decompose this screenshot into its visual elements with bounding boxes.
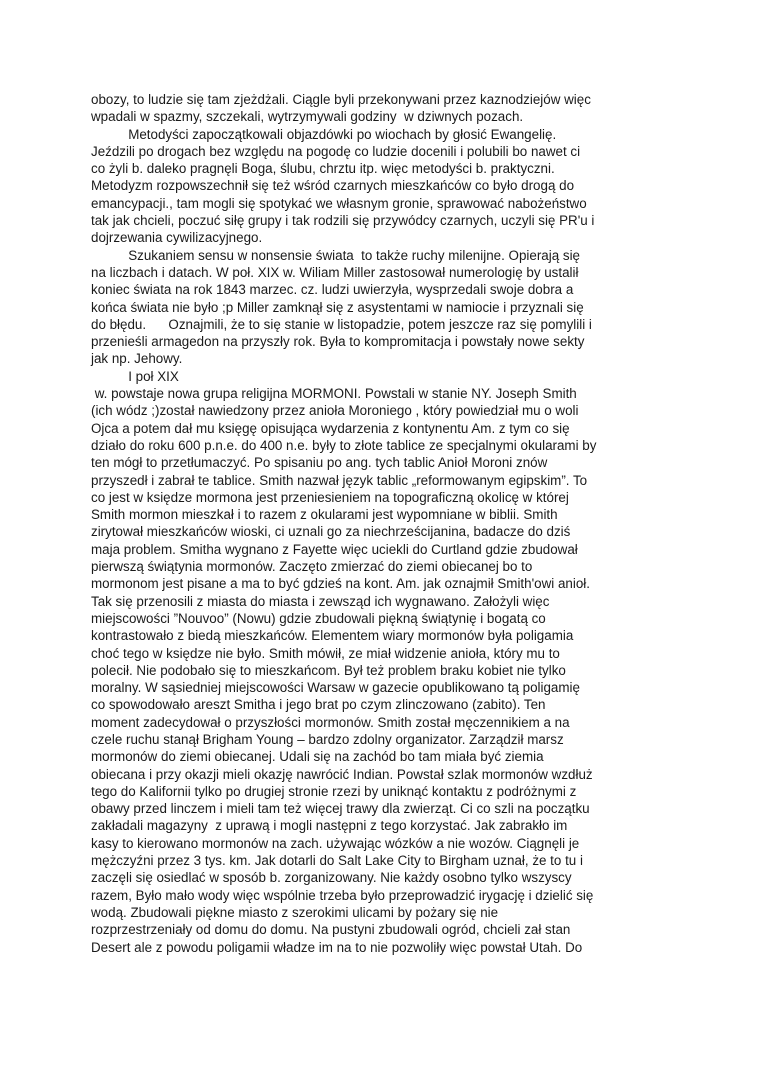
text-line-14: do błędu. Oznajmili, że to się stanie w listopadzie, potem jeszcze raz się pomylili i <box>91 316 592 332</box>
document-page <box>91 91 681 956</box>
text-line-13: końca świata nie było ;p Miller zamknął się z asystentami w namiocie i przyznali się <box>91 299 584 315</box>
text-line-3: Metodyści zapoczątkowali objazdówki po wiochach by głosić Ewangelię. <box>91 126 557 142</box>
text-line-8: tak jak chcieli, poczuć siłę grupy i tak rodzili się przywódcy czarnych, uczyli się PR'u i <box>91 213 595 229</box>
text-line-37: moment zadecydował o przyszłości mormonów. Smith został męczennikiem a na <box>91 714 570 730</box>
text-line-32: kontrastowało z biedą mieszkańców. Elementem wiary mormonów była poligamia <box>91 628 574 644</box>
text-line-45: mężczyźni przez 3 tys. km. Jak dotarli do Salt Lake City to Birgham uznał, że to tu i <box>91 853 583 869</box>
text-line-4: Jeździli po drogach bez względu na pogodę co ludzie docenili i polubili bo nawet ci <box>91 143 581 159</box>
text-line-20: Ojca a potem dał mu księgę opisująca wydarzenia z kontynentu Am. z tym co się <box>91 420 570 436</box>
text-line-30: Tak się przenosili z miasta do miasta i zewsząd ich wygnawano. Założyli więc <box>91 593 550 609</box>
text-line-46: zaczęli się osiedlać w sposób b. zorganizowany. Nie każdy osobno tylko wszyscy <box>91 870 572 886</box>
text-line-40: obiecana i przy okazji mieli okazję nawrócić Indian. Powstał szlak mormonów wzdłuż <box>91 766 593 782</box>
text-line-27: maja problem. Smitha wygnano z Fayette więc uciekli do Curtland gdzie zbudował <box>91 541 578 557</box>
text-line-25: Smith mormon mieszkał i to razem z okularami jest wypomniane w biblii. Smith <box>91 507 558 523</box>
text-line-33: choć tego w księdze nie było. Smith mówił, ze miał widzenie anioła, który mu to <box>91 645 560 661</box>
text-line-5: co żyli b. daleko pragnęli Boga, ślubu, chrztu itp. więc metodyści b. praktyczni. <box>91 161 555 177</box>
text-line-38: czele ruchu stanął Brigham Young – bardzo zdolny organizator. Zarządził marsz <box>91 731 564 747</box>
text-line-39: mormonów do ziemi obiecanej. Udali się na zachód bo tam miała być ziemia <box>91 749 544 765</box>
text-line-36: co spowodowało areszt Smitha i jego brat po czym zlinczowano (zabito). Ten <box>91 697 546 713</box>
text-line-41: tego do Kalifornii tylko po drugiej stronie rzezi by uniknąć kontaktu z podróżnymi z <box>91 783 577 799</box>
text-line-6: Metodyzm rozpowszechnił się też wśród czarnych mieszkańców co było drogą do <box>91 178 575 194</box>
text-line-28: pierwszą świątynia mormonów. Zaczęto zmierzać do ziemi obiecanej bo to <box>91 559 533 575</box>
text-line-19: (ich wódz ;)został nawiedzony przez anioła Moroniego , który powiedział mu o woli <box>91 403 579 419</box>
text-line-26: zirytował mieszkańców wioski, ci uznali go za niechrześcijanina, badacze do dziś <box>91 524 571 540</box>
text-line-42: obawy przed linczem i mieli tam też więcej trawy dla zwierząt. Ci co szli na początku <box>91 801 590 817</box>
text-line-16: jak np. Jehowy. <box>91 351 183 367</box>
text-line-29: mormonom jest pisane a ma to być gdzieś na kont. Am. jak oznajmił Smith'owi anioł. <box>91 576 590 592</box>
text-line-11: na liczbach i datach. W poł. XIX w. Wiliam Miller zastosował numerologię by ustalił <box>91 264 579 280</box>
text-line-34: polecił. Nie podobało się to mieszkańcom. Był też problem braku kobiet nie tylko <box>91 662 566 678</box>
text-line-7: emancypacji., tam mogli się spotykać we własnym gronie, sprawować nabożeństwo <box>91 195 587 211</box>
text-line-31: miejscowości ”Nouvoo” (Nowu) gdzie zbudowali piękną świątynię i bogatą co <box>91 610 546 626</box>
text-line-49: rozprzestrzeniały od domu do domu. Na pustyni zbudowali ogród, chcieli zał stan <box>91 922 571 938</box>
text-line-50: Desert ale z powodu poligamii władze im na to nie pozwoliły więc powstał Utah. Do <box>91 939 583 955</box>
text-line-44: kasy to kierowano mormonów na zach. używając wózków a nie wozów. Ciągnęli je <box>91 835 580 851</box>
text-line-18: w. powstaje nowa grupa religijna MORMONI. Powstali w stanie NY. Joseph Smith <box>91 386 577 402</box>
text-line-23: przyszedł i zabrał te tablice. Smith nazwał język tablic „reformowanym egipskim”. To <box>91 472 588 488</box>
text-line-24: co jest w księdze mormona jest przeniesieniem na topograficzną okolicę w której <box>91 489 569 505</box>
text-line-9: dojrzewania cywilizacyjnego. <box>91 230 263 246</box>
text-line-10: Szukaniem sensu w nonsensie świata to także ruchy milenijne. Opierają się <box>91 247 580 263</box>
text-line-47: razem, Było mało wody więc wspólnie trzeba było przeprowadzić irygację i dzielić się <box>91 887 594 903</box>
text-line-43: zakładali magazyny z uprawą i mogli następni z tego korzystać. Jak zabrakło im <box>91 818 568 834</box>
text-line-35: moralny. W sąsiedniej miejscowości Warsaw w gazecie opublikowano tą poligamię <box>91 680 580 696</box>
text-line-15: przenieśli armagedon na przyszły rok. Była to kompromitacja i powstały nowe sekty <box>91 334 585 350</box>
text-line-21: działo do roku 600 p.n.e. do 400 n.e. były to złote tablice ze specjalnymi okularami by <box>91 437 597 453</box>
text-line-12: koniec świata na rok 1843 marzec. cz. ludzi uwierzyła, wysprzedali swoje dobra a <box>91 282 574 298</box>
text-line-17: I poł XIX <box>91 368 179 384</box>
text-line-2: wpadali w spazmy, szczekali, wytrzymywali godziny w dziwnych pozach. <box>91 109 524 125</box>
text-line-48: wodą. Zbudowali piękne miasto z szerokimi ulicami by pożary się nie <box>91 904 499 920</box>
text-line-1: obozy, to ludzie się tam zjeżdżali. Ciągle byli przekonywani przez kaznodziejów więc <box>91 92 591 107</box>
text-line-22: ten mógł to przetłumaczyć. Po spisaniu po ang. tych tablic Anioł Moroni znów <box>91 455 548 471</box>
